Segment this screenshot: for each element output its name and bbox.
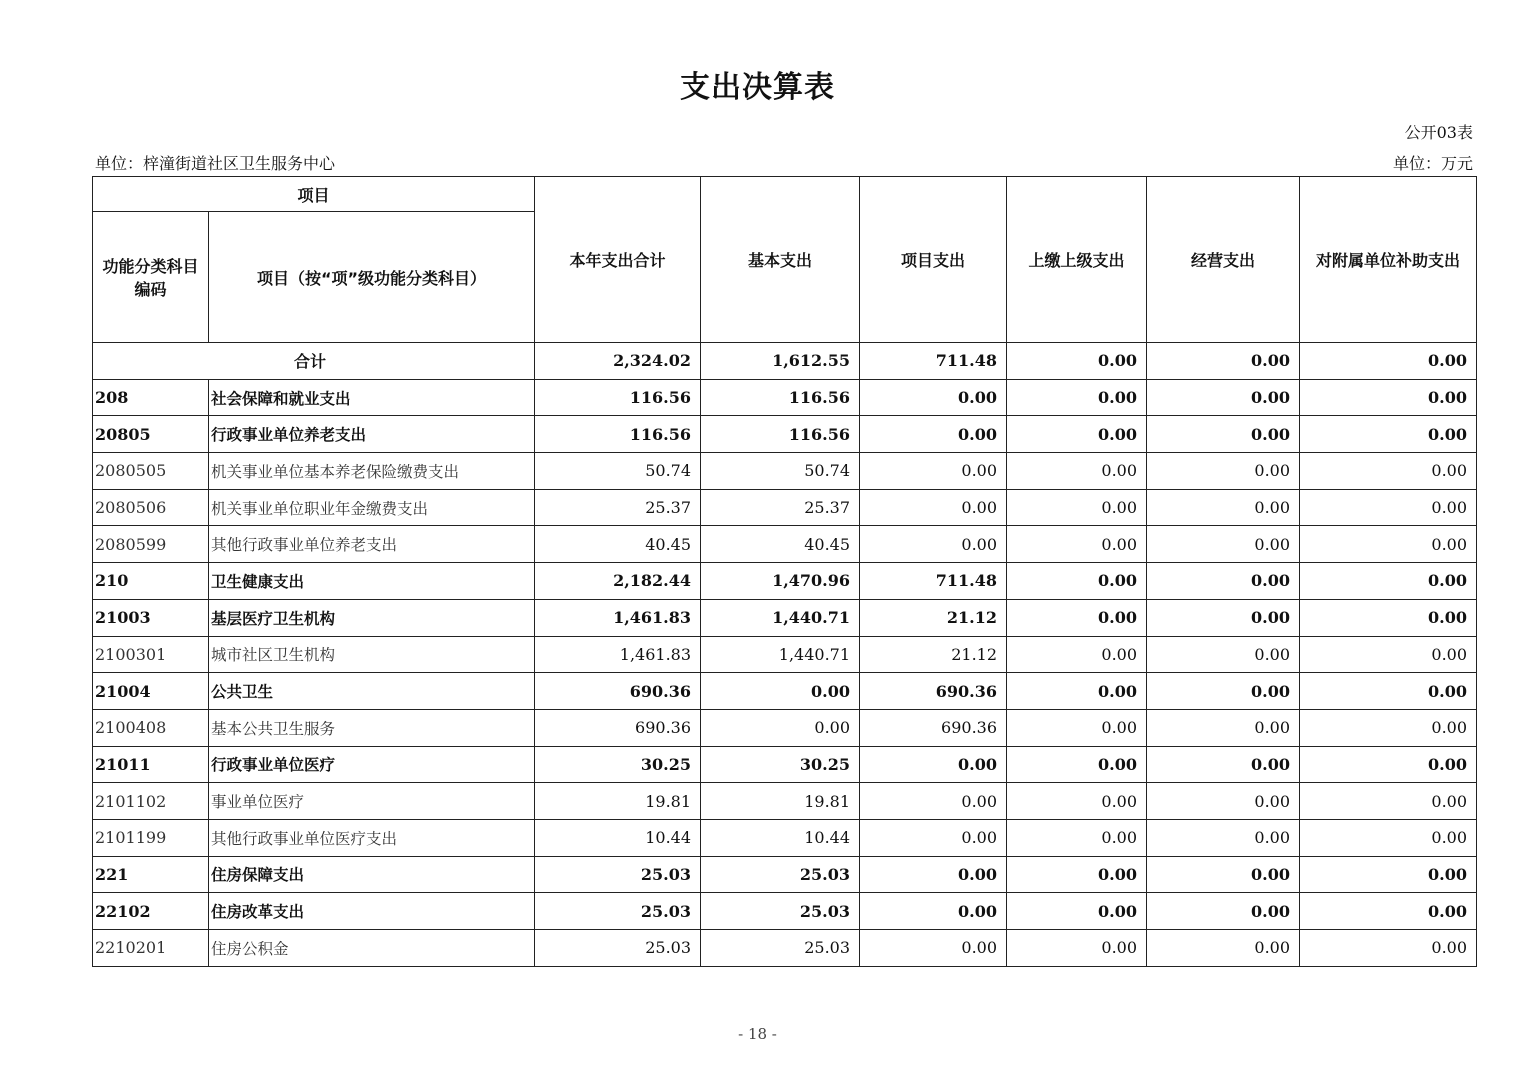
table-row — [93, 709, 1477, 746]
cell-project: 0.00 — [860, 416, 1007, 453]
cell-basic: 1,470.96 — [701, 563, 860, 600]
table-row — [93, 453, 1477, 490]
row-code: 210 — [93, 563, 209, 600]
row-code: 208 — [93, 379, 209, 416]
cell-business: 0.00 — [1147, 893, 1300, 930]
table-row — [93, 526, 1477, 563]
cell-project: 711.48 — [860, 563, 1007, 600]
cell-subsidy: 0.00 — [1300, 636, 1477, 673]
cell-subsidy: 0.00 — [1300, 563, 1477, 600]
cell-project: 0.00 — [860, 856, 1007, 893]
cell-project: 0.00 — [860, 783, 1007, 820]
row-name: 基本公共卫生服务 — [209, 709, 535, 746]
cell-total: 25.03 — [535, 930, 701, 967]
header-upper: 上缴上级支出 — [1007, 177, 1147, 343]
cell-subsidy: 0.00 — [1300, 379, 1477, 416]
organization-unit: 单位：梓潼街道社区卫生服务中心 — [95, 154, 336, 173]
cell-business: 0.00 — [1147, 819, 1300, 856]
cell-business: 0.00 — [1147, 856, 1300, 893]
row-name: 行政事业单位医疗 — [209, 746, 535, 783]
cell-project: 0.00 — [860, 526, 1007, 563]
cell-basic: 40.45 — [701, 526, 860, 563]
table-row — [93, 819, 1477, 856]
cell-total: 116.56 — [535, 416, 701, 453]
cell-basic: 0.00 — [701, 673, 860, 710]
cell-upper: 0.00 — [1007, 709, 1147, 746]
total-cell-subsidy: 0.00 — [1300, 343, 1477, 380]
table-row — [93, 746, 1477, 783]
row-code: 2100408 — [93, 709, 209, 746]
cell-total: 25.03 — [535, 893, 701, 930]
row-name: 其他行政事业单位养老支出 — [209, 526, 535, 563]
cell-project: 21.12 — [860, 636, 1007, 673]
cell-total: 10.44 — [535, 819, 701, 856]
cell-subsidy: 0.00 — [1300, 746, 1477, 783]
header-project: 项目支出 — [860, 177, 1007, 343]
cell-subsidy: 0.00 — [1300, 709, 1477, 746]
cell-upper: 0.00 — [1007, 526, 1147, 563]
cell-total: 690.36 — [535, 709, 701, 746]
table-number: 公开03表 — [1404, 123, 1473, 142]
row-code: 2080599 — [93, 526, 209, 563]
cell-total: 50.74 — [535, 453, 701, 490]
cell-business: 0.00 — [1147, 673, 1300, 710]
row-name: 公共卫生 — [209, 673, 535, 710]
table-row — [93, 673, 1477, 710]
row-code: 21004 — [93, 673, 209, 710]
row-code: 221 — [93, 856, 209, 893]
cell-project: 0.00 — [860, 930, 1007, 967]
cell-business: 0.00 — [1147, 599, 1300, 636]
cell-project: 690.36 — [860, 709, 1007, 746]
total-cell-project: 711.48 — [860, 343, 1007, 380]
cell-basic: 30.25 — [701, 746, 860, 783]
row-code: 21011 — [93, 746, 209, 783]
header-code: 功能分类科目编码 — [93, 212, 209, 343]
cell-project: 0.00 — [860, 893, 1007, 930]
header-project-group: 项目 — [93, 177, 535, 212]
cell-business: 0.00 — [1147, 379, 1300, 416]
cell-subsidy: 0.00 — [1300, 856, 1477, 893]
cell-subsidy: 0.00 — [1300, 819, 1477, 856]
row-code: 22102 — [93, 893, 209, 930]
cell-project: 0.00 — [860, 746, 1007, 783]
row-name: 住房公积金 — [209, 930, 535, 967]
cell-upper: 0.00 — [1007, 379, 1147, 416]
document-title: 支出决算表 — [680, 70, 835, 105]
total-cell-business: 0.00 — [1147, 343, 1300, 380]
cell-business: 0.00 — [1147, 453, 1300, 490]
currency-unit: 单位：万元 — [1392, 154, 1473, 173]
cell-basic: 25.37 — [701, 489, 860, 526]
total-cell-basic: 1,612.55 — [701, 343, 860, 380]
cell-basic: 25.03 — [701, 856, 860, 893]
table-header — [93, 177, 1477, 343]
row-name: 事业单位医疗 — [209, 783, 535, 820]
row-code: 21003 — [93, 599, 209, 636]
total-cell-upper: 0.00 — [1007, 343, 1147, 380]
cell-upper: 0.00 — [1007, 599, 1147, 636]
cell-upper: 0.00 — [1007, 636, 1147, 673]
cell-business: 0.00 — [1147, 746, 1300, 783]
cell-upper: 0.00 — [1007, 416, 1147, 453]
cell-basic: 25.03 — [701, 893, 860, 930]
cell-subsidy: 0.00 — [1300, 930, 1477, 967]
cell-total: 116.56 — [535, 379, 701, 416]
cell-subsidy: 0.00 — [1300, 416, 1477, 453]
cell-subsidy: 0.00 — [1300, 599, 1477, 636]
cell-upper: 0.00 — [1007, 783, 1147, 820]
cell-project: 0.00 — [860, 819, 1007, 856]
expenditure-table — [92, 176, 1477, 967]
cell-business: 0.00 — [1147, 489, 1300, 526]
row-name: 机关事业单位职业年金缴费支出 — [209, 489, 535, 526]
row-code: 2100301 — [93, 636, 209, 673]
table-row — [93, 636, 1477, 673]
cell-total: 25.37 — [535, 489, 701, 526]
row-code: 2101199 — [93, 819, 209, 856]
header-name: 项目（按“项”级功能分类科目） — [209, 212, 535, 343]
cell-business: 0.00 — [1147, 930, 1300, 967]
cell-project: 21.12 — [860, 599, 1007, 636]
cell-total: 1,461.83 — [535, 636, 701, 673]
cell-basic: 1,440.71 — [701, 599, 860, 636]
cell-subsidy: 0.00 — [1300, 673, 1477, 710]
row-name: 卫生健康支出 — [209, 563, 535, 600]
row-name: 基层医疗卫生机构 — [209, 599, 535, 636]
cell-basic: 25.03 — [701, 930, 860, 967]
cell-upper: 0.00 — [1007, 563, 1147, 600]
cell-total: 1,461.83 — [535, 599, 701, 636]
total-cell-total: 2,324.02 — [535, 343, 701, 380]
cell-total: 25.03 — [535, 856, 701, 893]
cell-subsidy: 0.00 — [1300, 783, 1477, 820]
cell-upper: 0.00 — [1007, 489, 1147, 526]
cell-total: 2,182.44 — [535, 563, 701, 600]
cell-total: 19.81 — [535, 783, 701, 820]
cell-business: 0.00 — [1147, 636, 1300, 673]
total-label: 合计 — [93, 343, 535, 380]
cell-project: 0.00 — [860, 489, 1007, 526]
table-row — [93, 856, 1477, 893]
row-code: 2080505 — [93, 453, 209, 490]
cell-basic: 10.44 — [701, 819, 860, 856]
cell-upper: 0.00 — [1007, 819, 1147, 856]
row-name: 社会保障和就业支出 — [209, 379, 535, 416]
table-row — [93, 379, 1477, 416]
cell-basic: 116.56 — [701, 416, 860, 453]
row-name: 机关事业单位基本养老保险缴费支出 — [209, 453, 535, 490]
cell-basic: 0.00 — [701, 709, 860, 746]
table-row — [93, 489, 1477, 526]
table-body — [93, 343, 1477, 967]
cell-subsidy: 0.00 — [1300, 526, 1477, 563]
cell-subsidy: 0.00 — [1300, 893, 1477, 930]
row-name: 住房改革支出 — [209, 893, 535, 930]
row-name: 城市社区卫生机构 — [209, 636, 535, 673]
cell-business: 0.00 — [1147, 709, 1300, 746]
row-name: 行政事业单位养老支出 — [209, 416, 535, 453]
cell-upper: 0.00 — [1007, 856, 1147, 893]
cell-business: 0.00 — [1147, 526, 1300, 563]
table-row — [93, 783, 1477, 820]
table-row — [93, 599, 1477, 636]
cell-basic: 116.56 — [701, 379, 860, 416]
cell-upper: 0.00 — [1007, 746, 1147, 783]
header-subsidy: 对附属单位补助支出 — [1300, 177, 1477, 343]
cell-upper: 0.00 — [1007, 673, 1147, 710]
cell-business: 0.00 — [1147, 783, 1300, 820]
cell-business: 0.00 — [1147, 416, 1300, 453]
table-row — [93, 563, 1477, 600]
cell-upper: 0.00 — [1007, 930, 1147, 967]
cell-basic: 19.81 — [701, 783, 860, 820]
table-row — [93, 930, 1477, 967]
cell-project: 0.00 — [860, 453, 1007, 490]
row-code: 2210201 — [93, 930, 209, 967]
cell-basic: 1,440.71 — [701, 636, 860, 673]
cell-project: 690.36 — [860, 673, 1007, 710]
table-row — [93, 416, 1477, 453]
cell-basic: 50.74 — [701, 453, 860, 490]
header-total: 本年支出合计 — [535, 177, 701, 343]
cell-total: 30.25 — [535, 746, 701, 783]
header-basic: 基本支出 — [701, 177, 860, 343]
cell-total: 40.45 — [535, 526, 701, 563]
row-name: 住房保障支出 — [209, 856, 535, 893]
cell-upper: 0.00 — [1007, 453, 1147, 490]
header-business: 经营支出 — [1147, 177, 1300, 343]
row-code: 20805 — [93, 416, 209, 453]
page-number: - 18 - — [738, 1025, 777, 1043]
cell-subsidy: 0.00 — [1300, 453, 1477, 490]
row-code: 2080506 — [93, 489, 209, 526]
table-row — [93, 893, 1477, 930]
cell-business: 0.00 — [1147, 563, 1300, 600]
row-name: 其他行政事业单位医疗支出 — [209, 819, 535, 856]
cell-project: 0.00 — [860, 379, 1007, 416]
total-row — [93, 343, 1477, 380]
cell-total: 690.36 — [535, 673, 701, 710]
cell-subsidy: 0.00 — [1300, 489, 1477, 526]
cell-upper: 0.00 — [1007, 893, 1147, 930]
row-code: 2101102 — [93, 783, 209, 820]
